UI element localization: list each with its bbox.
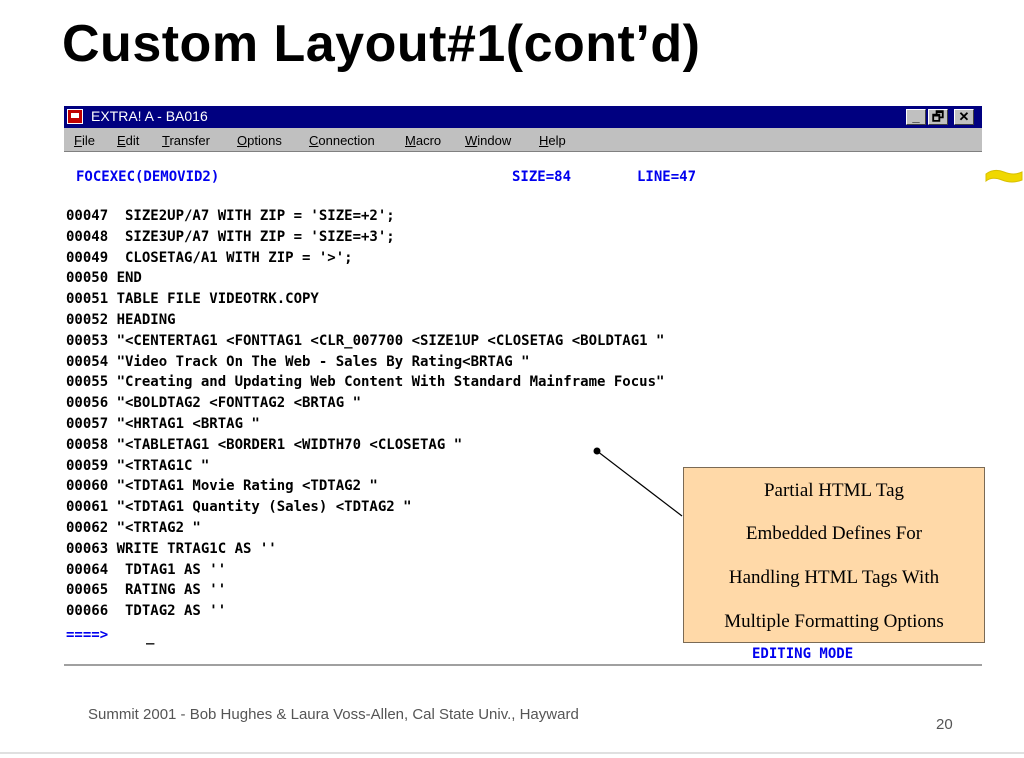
code-line[interactable]: 00050 END — [66, 270, 142, 287]
highlighter-mark-icon — [984, 166, 1024, 186]
close-button[interactable]: ✕ — [954, 109, 974, 125]
callout-text: Partial HTML Tag — [763, 480, 905, 501]
menu-help[interactable]: Help — [539, 133, 566, 148]
page-number: 20 — [936, 716, 953, 733]
menu-macro[interactable]: Macro — [405, 133, 442, 148]
code-line[interactable]: 00062 "<TRTAG2 " — [66, 520, 201, 536]
callout-box — [683, 467, 985, 643]
slide-title: Custom Layout#1(cont’d) — [62, 15, 701, 73]
code-line[interactable]: 00058 "<TABLETAG1 <BORDER1 <WIDTH70 <CLOSETAG " — [66, 436, 463, 453]
code-line[interactable]: 00053 "<CENTERTAG1 <FONTTAG1 <CLR_007700 <SIZE1UP <CLOSETAG <BOLDTAG1 " — [66, 332, 665, 349]
code-line[interactable]: 00060 "<TDTAG1 Movie Rating <TDTAG2 " — [66, 478, 378, 495]
line-indicator: LINE=47 — [637, 169, 697, 185]
code-line[interactable]: 00064 TDTAG1 AS '' — [66, 561, 227, 578]
code-line[interactable]: 00056 "<BOLDTAG2 <FONTTAG2 <BRTAG " — [66, 395, 362, 412]
restore-button[interactable]: 🗗 — [928, 109, 948, 125]
code-line[interactable]: 00066 TDTAG2 AS '' — [66, 603, 227, 620]
bottom-rule — [0, 752, 1024, 754]
menu-window[interactable]: Window — [465, 133, 512, 148]
callout-text: Embedded Defines For — [745, 523, 923, 544]
code-line[interactable]: 00047 SIZE2UP/A7 WITH ZIP = 'SIZE=+2'; — [66, 208, 395, 224]
menu-file[interactable]: File — [74, 133, 95, 148]
command-cursor[interactable]: _ — [146, 629, 155, 645]
menu-options[interactable]: Options — [237, 133, 282, 148]
code-line[interactable]: 00055 "Creating and Updating Web Content With Standard Mainframe Focus" — [66, 374, 665, 391]
code-line[interactable]: 00063 WRITE TRTAG1C AS '' — [66, 540, 277, 557]
menu-transfer[interactable]: Transfer — [162, 133, 210, 148]
callout-line — [597, 451, 682, 516]
command-prompt: ====> — [66, 627, 109, 643]
code-line[interactable]: 00051 TABLE FILE VIDEOTRK.COPY — [66, 291, 319, 308]
code-line[interactable]: 00052 HEADING — [66, 312, 176, 328]
menu-edit[interactable]: Edit — [117, 133, 140, 148]
editing-mode-status: EDITING MODE — [752, 646, 854, 662]
code-line[interactable]: 00054 "Video Track On The Web - Sales By Rating<BRTAG " — [66, 353, 530, 370]
callout-text: Multiple Formatting Options — [724, 611, 944, 632]
callout-text: Handling HTML Tags With — [728, 567, 940, 588]
size-indicator: SIZE=84 — [512, 169, 572, 185]
file-name: FOCEXEC(DEMOVID2) — [76, 169, 220, 185]
code-line[interactable]: 00049 CLOSETAG/A1 WITH ZIP = '>'; — [66, 249, 353, 266]
slide-footer: Summit 2001 - Bob Hughes & Laura Voss-Allen, Cal State Univ., Hayward — [88, 706, 579, 723]
minimize-button[interactable]: _ — [906, 109, 926, 125]
code-line[interactable]: 00065 RATING AS '' — [66, 582, 227, 599]
menu-connection[interactable]: Connection — [309, 133, 375, 148]
code-line[interactable]: 00061 "<TDTAG1 Quantity (Sales) <TDTAG2 " — [66, 499, 412, 516]
code-line[interactable]: 00048 SIZE3UP/A7 WITH ZIP = 'SIZE=+3'; — [66, 228, 395, 245]
code-line[interactable]: 00057 "<HRTAG1 <BRTAG " — [66, 416, 260, 432]
window-title: EXTRA! A - BA016 — [91, 108, 208, 124]
code-line[interactable]: 00059 "<TRTAG1C " — [66, 457, 210, 474]
